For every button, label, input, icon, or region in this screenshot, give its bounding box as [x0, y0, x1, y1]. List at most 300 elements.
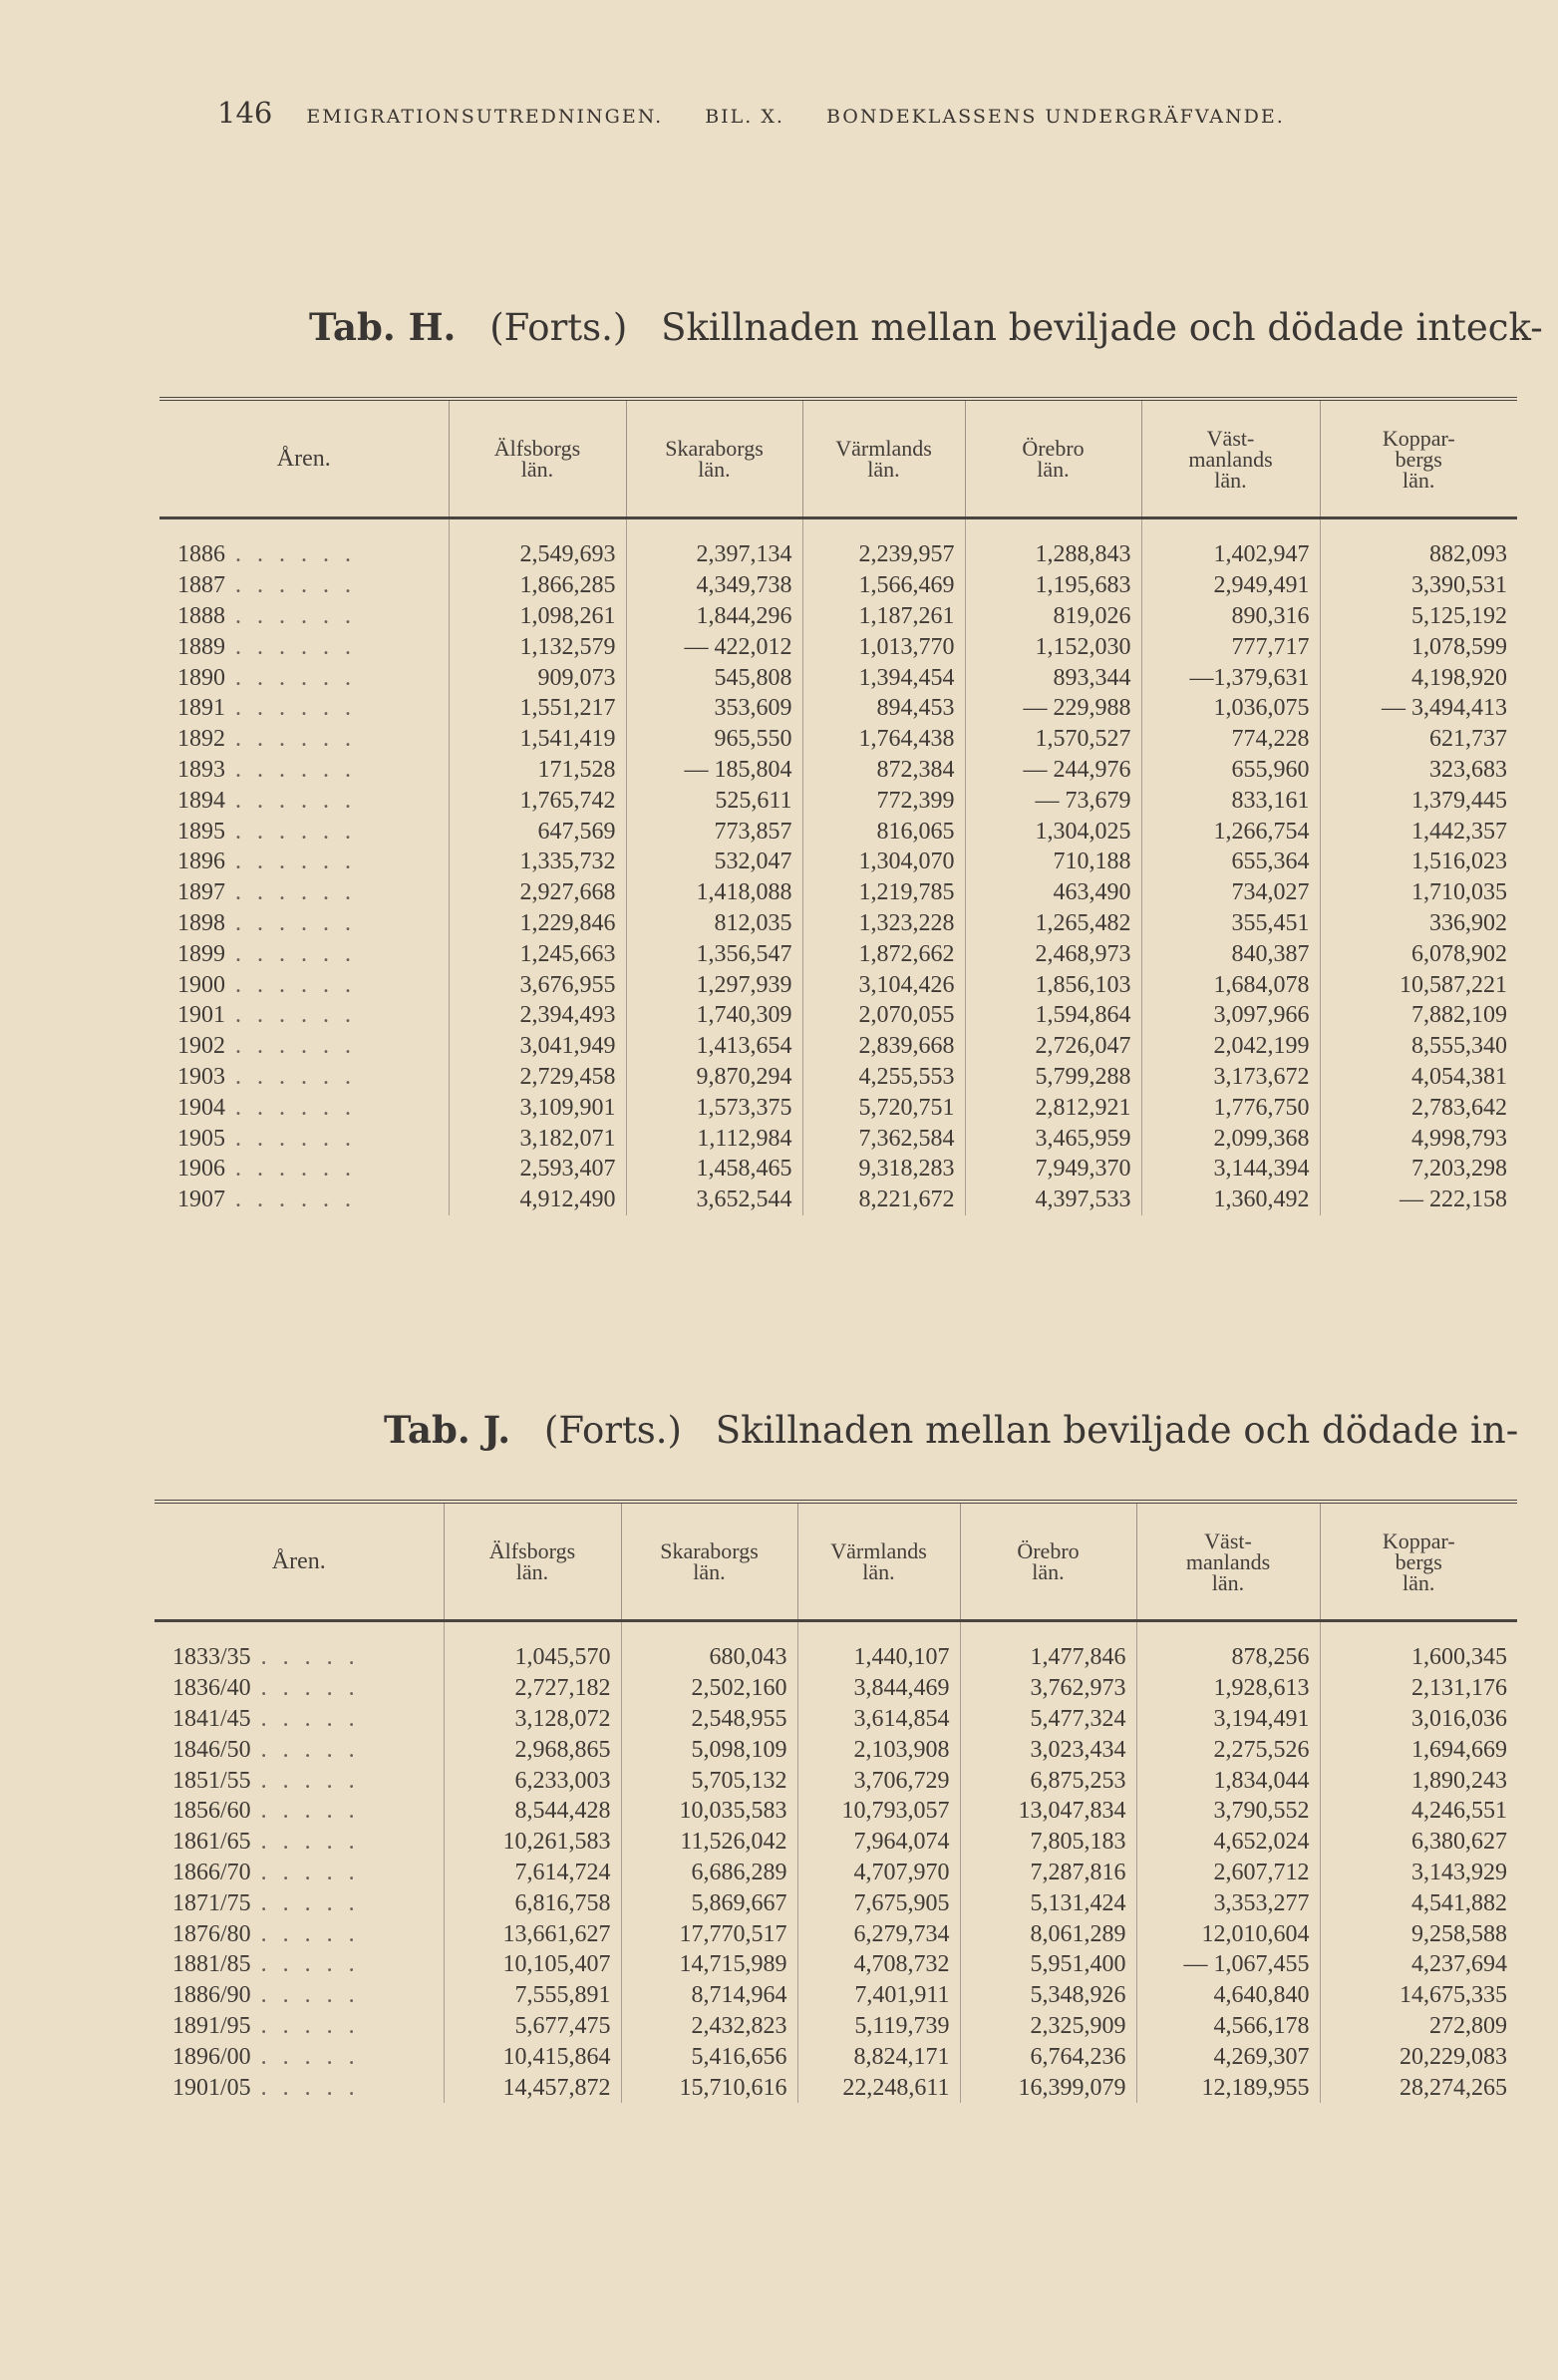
- table-row: [159, 601, 1517, 632]
- column-header-line: Åren.: [271, 1547, 326, 1574]
- leader-dots: . . . . .: [260, 1889, 360, 1916]
- year-cell: [159, 724, 449, 755]
- value-cell: 7,675,905: [797, 1887, 960, 1918]
- value-cell: 1,516,023: [1411, 849, 1507, 875]
- value-cell: 12,189,955: [1136, 2072, 1320, 2103]
- value-cell: 6,686,289: [621, 1858, 797, 1888]
- value-cell: 878,256: [1136, 1621, 1320, 1673]
- value-cell: 14,457,872: [444, 2072, 621, 2103]
- year-cell: [159, 877, 449, 908]
- value-cell: 8,221,672: [802, 1185, 965, 1215]
- leader-dots: . . . . . .: [235, 572, 356, 599]
- year-label: 1861/65: [172, 1829, 251, 1856]
- table-row: [159, 908, 1517, 939]
- column-header-line: län.: [1037, 457, 1070, 482]
- leader-dots: . . . . . .: [235, 602, 356, 629]
- value-cell: — 422,012: [626, 631, 802, 662]
- year-cell: [155, 1673, 444, 1704]
- value-cell: 3,041,949: [449, 1031, 626, 1062]
- year-cell: [159, 662, 449, 693]
- value-cell: 5,720,751: [802, 1092, 965, 1123]
- value-cell: 8,714,964: [621, 1980, 797, 2011]
- year-cell: [159, 631, 449, 662]
- value-cell: — 229,988: [965, 693, 1141, 724]
- value-cell: 1,335,732: [449, 847, 626, 877]
- column-header-line: län.: [698, 457, 731, 482]
- year-cell: [159, 1185, 449, 1215]
- value-cell: 3,128,072: [444, 1704, 621, 1735]
- value-cell: 1,573,375: [626, 1092, 802, 1123]
- year-label: 1887: [177, 572, 225, 599]
- table-row: [155, 1621, 1517, 1673]
- value-cell: 4,237,694: [1411, 1951, 1507, 1978]
- value-cell: 6,764,236: [960, 2041, 1136, 2072]
- value-cell: 1,776,750: [1141, 1092, 1320, 1123]
- table-j: [155, 1500, 1517, 2103]
- value-cell: 6,279,734: [797, 1918, 960, 1949]
- year-label: 1896: [177, 849, 225, 875]
- value-cell: 893,344: [965, 662, 1141, 693]
- leader-dots: . . . . .: [260, 1705, 360, 1732]
- value-cell: 10,105,407: [444, 1949, 621, 1980]
- column-header-line: län.: [1402, 1569, 1435, 1595]
- value-cell: 3,762,973: [960, 1673, 1136, 1704]
- year-cell: [155, 1858, 444, 1888]
- value-cell: 1,132,579: [449, 631, 626, 662]
- value-cell: 6,875,253: [960, 1765, 1136, 1796]
- leader-dots: . . . . . .: [235, 1002, 356, 1029]
- value-cell: 1,402,947: [1141, 518, 1320, 570]
- column-header-line: manlands: [1188, 446, 1273, 472]
- column-header-county: [621, 1504, 797, 1621]
- value-cell: 4,054,381: [1411, 1063, 1507, 1090]
- leader-dots: . . . . .: [260, 1644, 360, 1671]
- value-cell: 3,182,071: [449, 1123, 626, 1154]
- value-cell: 1,442,357: [1411, 818, 1507, 845]
- value-cell: 1,152,030: [965, 631, 1141, 662]
- value-cell: 1,229,846: [449, 908, 626, 939]
- value-cell: 2,549,693: [449, 518, 626, 570]
- value-cell: 10,415,864: [444, 2041, 621, 2072]
- value-cell: 7,949,370: [965, 1154, 1141, 1185]
- column-header-line: Åren.: [276, 445, 331, 472]
- year-cell: [155, 1621, 444, 1673]
- value-cell: 872,384: [802, 755, 965, 786]
- table-row: [155, 1765, 1517, 1796]
- table-row: [155, 1673, 1517, 1704]
- column-header-line: län.: [862, 1559, 895, 1584]
- value-cell: 3,144,394: [1141, 1154, 1320, 1185]
- value-cell: 1,541,419: [449, 724, 626, 755]
- value-cell: 5,869,667: [621, 1887, 797, 1918]
- leader-dots: . . . . . .: [235, 1125, 356, 1152]
- value-cell: 6,816,758: [444, 1887, 621, 1918]
- value-cell: 13,661,627: [444, 1918, 621, 1949]
- value-cell: 1,740,309: [626, 1000, 802, 1031]
- value-cell: 777,717: [1141, 631, 1320, 662]
- value-cell: 1,323,228: [802, 908, 965, 939]
- value-cell: 3,104,426: [802, 969, 965, 1000]
- value-cell: 5,677,475: [444, 2011, 621, 2042]
- leader-dots: . . . . . .: [235, 756, 356, 783]
- value-cell: 1,413,654: [626, 1031, 802, 1062]
- year-cell: [159, 785, 449, 816]
- value-cell: 3,173,672: [1141, 1062, 1320, 1093]
- value-cell: 9,870,294: [626, 1062, 802, 1093]
- value-cell: 1,856,103: [965, 969, 1141, 1000]
- column-header-county: [965, 401, 1141, 518]
- leader-dots: . . . . .: [260, 1767, 360, 1794]
- year-label: 1866/70: [172, 1859, 251, 1885]
- value-cell: 4,246,551: [1411, 1798, 1507, 1825]
- value-cell: — 73,679: [965, 785, 1141, 816]
- value-cell: 1,304,025: [965, 816, 1141, 847]
- table-row: [155, 1858, 1517, 1888]
- value-cell: 5,131,424: [960, 1887, 1136, 1918]
- value-cell: 6,078,902: [1411, 940, 1507, 967]
- value-cell: 10,587,221: [1400, 971, 1507, 998]
- year-cell: [155, 2011, 444, 2042]
- value-cell: 11,526,042: [621, 1827, 797, 1858]
- table-h-label: Tab. H.: [309, 305, 457, 349]
- value-cell: 17,770,517: [621, 1918, 797, 1949]
- value-cell: 2,432,823: [621, 2011, 797, 2042]
- page-number: 146: [217, 96, 273, 130]
- value-cell: 8,824,171: [797, 2041, 960, 2072]
- table-row: [159, 1185, 1517, 1215]
- table-j-title: [384, 1408, 1518, 1452]
- value-cell: 2,968,865: [444, 1734, 621, 1765]
- year-cell: [155, 1918, 444, 1949]
- value-cell: 772,399: [802, 785, 965, 816]
- column-header-county: [1141, 401, 1320, 518]
- column-header-line: bergs: [1395, 1548, 1442, 1574]
- value-cell: 1,356,547: [626, 938, 802, 969]
- value-cell: 4,541,882: [1411, 1889, 1507, 1916]
- value-cell: 1,440,107: [797, 1621, 960, 1673]
- value-cell: 7,401,911: [797, 1980, 960, 2011]
- value-cell: 13,047,834: [960, 1796, 1136, 1827]
- value-cell: 909,073: [449, 662, 626, 693]
- value-cell: 1,928,613: [1136, 1673, 1320, 1704]
- year-cell: [159, 1062, 449, 1093]
- value-cell: 5,348,926: [960, 1980, 1136, 2011]
- value-cell: 8,061,289: [960, 1918, 1136, 1949]
- value-cell: 1,890,243: [1411, 1767, 1507, 1794]
- value-cell: 355,451: [1141, 908, 1320, 939]
- value-cell: 1,458,465: [626, 1154, 802, 1185]
- year-cell: [159, 518, 449, 570]
- year-cell: [159, 1031, 449, 1062]
- year-cell: [155, 1949, 444, 1980]
- value-cell: 14,715,989: [621, 1949, 797, 1980]
- value-cell: 680,043: [621, 1621, 797, 1673]
- year-label: 1901/05: [172, 2074, 251, 2101]
- value-cell: 1,566,469: [802, 570, 965, 601]
- year-label: 1836/40: [172, 1675, 251, 1702]
- value-cell: 353,609: [626, 693, 802, 724]
- column-header-line: Väst-: [1204, 1528, 1252, 1553]
- value-cell: 7,805,183: [960, 1827, 1136, 1858]
- value-cell: 4,397,533: [965, 1185, 1141, 1215]
- value-cell: 7,614,724: [444, 1858, 621, 1888]
- value-cell: 1,360,492: [1141, 1185, 1320, 1215]
- value-cell: 525,611: [626, 785, 802, 816]
- value-cell: — 185,804: [626, 755, 802, 786]
- column-header-county: [1320, 401, 1517, 518]
- year-cell: [159, 570, 449, 601]
- table-row: [159, 847, 1517, 877]
- leader-dots: . . . . . .: [235, 849, 356, 875]
- table-row: [155, 2072, 1517, 2103]
- year-cell: [155, 1796, 444, 1827]
- value-cell: 1,195,683: [965, 570, 1141, 601]
- value-cell: 890,316: [1141, 601, 1320, 632]
- value-cell: 16,399,079: [960, 2072, 1136, 2103]
- leader-dots: . . . . .: [260, 1951, 360, 1978]
- column-header-line: Örebro: [1022, 436, 1085, 461]
- value-cell: 833,161: [1141, 785, 1320, 816]
- table-row: [155, 1980, 1517, 2011]
- value-cell: 1,304,070: [802, 847, 965, 877]
- leader-dots: . . . . . .: [235, 909, 356, 936]
- part-label: BIL. X.: [705, 106, 784, 128]
- value-cell: 6,233,003: [444, 1765, 621, 1796]
- column-header-county: [797, 1504, 960, 1621]
- value-cell: 3,097,966: [1141, 1000, 1320, 1031]
- value-cell: 1,245,663: [449, 938, 626, 969]
- column-header-county: [449, 401, 626, 518]
- column-header-line: Skaraborgs: [660, 1538, 759, 1563]
- year-label: 1891/95: [172, 2012, 251, 2039]
- table-h-caption: Skillnaden mellan beviljade och dödade inteck-: [661, 306, 1543, 349]
- column-header-line: Koppar-: [1382, 1528, 1455, 1553]
- running-head: [217, 96, 1523, 130]
- value-cell: 272,809: [1429, 2012, 1507, 2039]
- value-cell: 2,397,134: [626, 518, 802, 570]
- year-label: 1851/55: [172, 1767, 251, 1794]
- value-cell: 621,737: [1429, 726, 1507, 753]
- value-cell: 3,844,469: [797, 1673, 960, 1704]
- header-row: [155, 1504, 1517, 1621]
- value-cell: 7,203,298: [1411, 1156, 1507, 1183]
- column-header-line: bergs: [1395, 446, 1442, 472]
- value-cell: 3,390,531: [1411, 572, 1507, 599]
- leader-dots: . . . . . .: [235, 971, 356, 998]
- year-label: 1889: [177, 633, 225, 660]
- table-row: [155, 1887, 1517, 1918]
- leader-dots: . . . . .: [260, 1829, 360, 1856]
- value-cell: 1,684,078: [1141, 969, 1320, 1000]
- year-label: 1897: [177, 879, 225, 906]
- value-cell: 3,023,434: [960, 1734, 1136, 1765]
- value-cell: 2,099,368: [1141, 1123, 1320, 1154]
- value-cell: 1,379,445: [1411, 787, 1507, 814]
- column-header-line: Skaraborgs: [665, 436, 764, 461]
- value-cell: 2,548,955: [621, 1704, 797, 1735]
- value-cell: 1,765,742: [449, 785, 626, 816]
- value-cell: 1,265,482: [965, 908, 1141, 939]
- table-row: [159, 570, 1517, 601]
- value-cell: 734,027: [1141, 877, 1320, 908]
- table-row: [155, 1827, 1517, 1858]
- leader-dots: . . . . .: [260, 1859, 360, 1885]
- value-cell: — 1,067,455: [1136, 1949, 1320, 1980]
- year-label: 1846/50: [172, 1736, 251, 1763]
- value-cell: —1,379,631: [1141, 662, 1320, 693]
- year-cell: [155, 1980, 444, 2011]
- value-cell: 4,998,793: [1411, 1125, 1507, 1152]
- year-label: 1888: [177, 602, 225, 629]
- table-row: [159, 1062, 1517, 1093]
- column-header-county: [802, 401, 965, 518]
- table-row: [159, 693, 1517, 724]
- value-cell: 840,387: [1141, 938, 1320, 969]
- column-header-line: län.: [693, 1559, 726, 1584]
- value-cell: 9,318,283: [802, 1154, 965, 1185]
- leader-dots: . . . . . .: [235, 695, 356, 722]
- value-cell: 1,394,454: [802, 662, 965, 693]
- column-header-line: manlands: [1185, 1548, 1271, 1574]
- value-cell: 1,570,527: [965, 724, 1141, 755]
- value-cell: 1,098,261: [449, 601, 626, 632]
- value-cell: 22,248,611: [797, 2072, 960, 2103]
- value-cell: 2,783,642: [1411, 1094, 1507, 1121]
- column-header-line: län.: [1214, 467, 1247, 493]
- value-cell: 2,394,493: [449, 1000, 626, 1031]
- column-header-county: [960, 1504, 1136, 1621]
- value-cell: 14,675,335: [1400, 1982, 1507, 2009]
- leader-dots: . . . . . .: [235, 633, 356, 660]
- value-cell: — 222,158: [1400, 1187, 1507, 1213]
- year-cell: [159, 816, 449, 847]
- value-cell: 5,951,400: [960, 1949, 1136, 1980]
- value-cell: 1,551,217: [449, 693, 626, 724]
- column-header-line: Väst-: [1206, 425, 1255, 451]
- column-header-county: [1320, 1504, 1517, 1621]
- table-h-forts: (Forts.): [489, 306, 628, 349]
- table-j-forts: (Forts.): [543, 1409, 682, 1452]
- value-cell: 894,453: [802, 693, 965, 724]
- column-header-line: Värmlands: [835, 436, 932, 461]
- value-cell: 7,964,074: [797, 1827, 960, 1858]
- year-cell: [159, 969, 449, 1000]
- value-cell: 7,287,816: [960, 1858, 1136, 1888]
- leader-dots: . . . . .: [260, 2043, 360, 2070]
- value-cell: 2,468,973: [965, 938, 1141, 969]
- year-cell: [159, 1154, 449, 1185]
- value-cell: 4,349,738: [626, 570, 802, 601]
- table-row: [155, 1918, 1517, 1949]
- value-cell: 8,544,428: [444, 1796, 621, 1827]
- year-label: 1900: [177, 971, 225, 998]
- table-row: [155, 2041, 1517, 2072]
- leader-dots: . . . . . .: [235, 664, 356, 691]
- table-row: [155, 1734, 1517, 1765]
- year-cell: [159, 1123, 449, 1154]
- year-cell: [159, 1092, 449, 1123]
- year-cell: [159, 847, 449, 877]
- value-cell: 7,882,109: [1411, 1002, 1507, 1029]
- value-cell: 4,708,732: [797, 1949, 960, 1980]
- value-cell: 463,490: [965, 877, 1141, 908]
- value-cell: 1,710,035: [1411, 879, 1507, 906]
- column-header-line: län.: [1032, 1559, 1065, 1584]
- value-cell: 3,706,729: [797, 1765, 960, 1796]
- value-cell: 10,793,057: [797, 1796, 960, 1827]
- leader-dots: . . . . .: [260, 2012, 360, 2039]
- value-cell: 323,683: [1429, 756, 1507, 783]
- year-cell: [159, 755, 449, 786]
- table-row: [159, 938, 1517, 969]
- year-label: 1856/60: [172, 1798, 251, 1825]
- value-cell: 1,844,296: [626, 601, 802, 632]
- value-cell: 4,912,490: [449, 1185, 626, 1215]
- value-cell: 710,188: [965, 847, 1141, 877]
- value-cell: 3,465,959: [965, 1123, 1141, 1154]
- table-h-title: [309, 305, 1543, 349]
- value-cell: — 244,976: [965, 755, 1141, 786]
- value-cell: 774,228: [1141, 724, 1320, 755]
- table-row: [159, 631, 1517, 662]
- table-row: [159, 724, 1517, 755]
- value-cell: 1,764,438: [802, 724, 965, 755]
- value-cell: 3,790,552: [1136, 1796, 1320, 1827]
- value-cell: 1,594,864: [965, 1000, 1141, 1031]
- leader-dots: . . . . .: [260, 1982, 360, 2009]
- leader-dots: . . . . .: [260, 1798, 360, 1825]
- table-row: [159, 816, 1517, 847]
- table-j-label: Tab. J.: [384, 1408, 511, 1452]
- value-cell: 2,729,458: [449, 1062, 626, 1093]
- year-cell: [159, 938, 449, 969]
- value-cell: — 3,494,413: [1382, 695, 1507, 722]
- value-cell: 647,569: [449, 816, 626, 847]
- value-cell: 2,239,957: [802, 518, 965, 570]
- table-j-caption: Skillnaden mellan beviljade och dödade in-: [715, 1409, 1519, 1452]
- value-cell: 7,555,891: [444, 1980, 621, 2011]
- value-cell: 4,198,920: [1411, 664, 1507, 691]
- value-cell: 655,960: [1141, 755, 1320, 786]
- value-cell: 2,502,160: [621, 1673, 797, 1704]
- year-label: 1904: [177, 1094, 225, 1121]
- year-label: 1876/80: [172, 1920, 251, 1947]
- value-cell: 10,035,583: [621, 1796, 797, 1827]
- value-cell: 2,593,407: [449, 1154, 626, 1185]
- year-label: 1903: [177, 1063, 225, 1090]
- value-cell: 545,808: [626, 662, 802, 693]
- column-header-year: [159, 401, 449, 518]
- year-cell: [155, 1827, 444, 1858]
- year-cell: [155, 1887, 444, 1918]
- year-label: 1881/85: [172, 1951, 251, 1978]
- table-row: [159, 877, 1517, 908]
- value-cell: 532,047: [626, 847, 802, 877]
- value-cell: 15,710,616: [621, 2072, 797, 2103]
- table-row: [159, 1123, 1517, 1154]
- value-cell: 5,477,324: [960, 1704, 1136, 1735]
- table-row: [159, 1154, 1517, 1185]
- year-label: 1902: [177, 1033, 225, 1060]
- year-label: 1886/90: [172, 1982, 251, 2009]
- value-cell: 3,194,491: [1136, 1704, 1320, 1735]
- value-cell: 3,676,955: [449, 969, 626, 1000]
- table-row: [159, 1031, 1517, 1062]
- value-cell: 2,131,176: [1411, 1675, 1507, 1702]
- publication-title: EMIGRATIONSUTREDNINGEN.: [306, 106, 664, 128]
- value-cell: 336,902: [1429, 909, 1507, 936]
- year-label: 1891: [177, 695, 225, 722]
